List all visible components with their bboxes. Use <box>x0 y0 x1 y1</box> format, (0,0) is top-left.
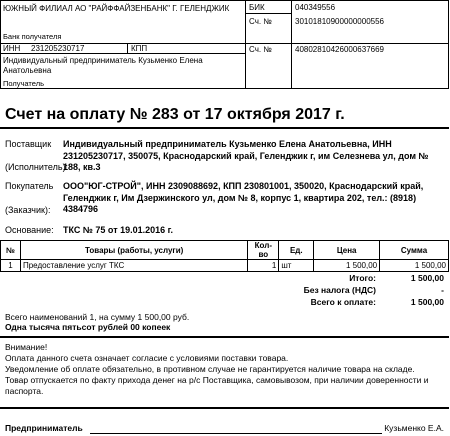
amount-in-words: Одна тысяча пятьсот рублей 00 копеек <box>5 322 171 332</box>
table-row <box>1 260 449 272</box>
supplier-label-sub: (Исполнитель): <box>5 162 69 172</box>
buyer-label-sub: (Заказчик): <box>5 205 51 215</box>
row-price: 1 500,00 <box>314 260 380 272</box>
bank-divider-bik <box>245 13 292 14</box>
col-header-goods: Товары (работы, услуги) <box>20 241 247 260</box>
inn-label: ИНН <box>3 44 21 53</box>
buyer-label: Покупатель <box>5 181 54 191</box>
items-table <box>0 240 449 272</box>
account-value: 40802810426000637669 <box>295 45 384 54</box>
col-header-price: Цена <box>314 241 380 260</box>
recipient-caption: Получатель <box>3 79 44 88</box>
row-qty: 1 <box>248 260 279 272</box>
summary-underline <box>0 336 449 338</box>
invoice-title: Счет на оплату № 283 от 17 октября 2017 г. <box>5 106 345 123</box>
table-header-row <box>1 241 449 260</box>
supplier-label: Поставщик <box>5 139 52 149</box>
account-label: Сч. № <box>249 45 272 54</box>
total-label: Итого: <box>349 273 376 283</box>
supplier-details: Индивидуальный предприниматель Кузьменко Елена Анатольевна, ИНН 231205230717, 350075, Краснодарский край, Геленджик г, им Селезнева ул, дом № 188, кв.3 <box>63 139 429 172</box>
attention-heading: Внимание! <box>5 342 48 352</box>
bik-label: БИК <box>249 3 265 12</box>
vat-label: Без налога (НДС) <box>303 285 376 295</box>
note-line-3: Товар отпускается по факту прихода денег на р/с Поставщика, самовывозом, при наличии доверенности и паспорта. <box>5 375 429 396</box>
signature-line <box>90 433 382 434</box>
note-line-2: Уведомление об оплате обязательно, в противном случае не гарантируется наличие товара на складе. <box>5 364 415 374</box>
bank-name: ЮЖНЫЙ ФИЛИАЛ АО "РАЙФФАЙЗЕНБАНК" Г. ГЕЛЕНДЖИК <box>3 4 230 13</box>
col-header-sum: Сумма <box>380 241 449 260</box>
col-header-qty: Кол-во <box>248 241 279 260</box>
inn-value: 231205230717 <box>31 44 85 53</box>
signature-label: Предприниматель <box>5 423 83 433</box>
bik-value: 040349556 <box>295 3 336 12</box>
signature-name: Кузьменко Е.А. <box>384 423 444 433</box>
basis-label: Основание: <box>5 225 54 235</box>
amount-due-label: Всего к оплате: <box>310 297 376 307</box>
row-sum: 1 500,00 <box>380 260 449 272</box>
total-value: 1 500,00 <box>410 273 444 283</box>
basis-value: ТКС № 75 от 19.01.2016 г. <box>63 225 173 235</box>
vat-value: - <box>441 285 444 295</box>
amount-due-value: 1 500,00 <box>410 297 444 307</box>
row-number: 1 <box>1 260 21 272</box>
bank-caption: Банк получателя <box>3 32 62 41</box>
row-goods: Предоставление услуг ТКС <box>20 260 247 272</box>
title-underline <box>0 127 449 129</box>
kpp-label: КПП <box>131 44 148 53</box>
notes-underline <box>0 407 449 409</box>
buyer-details: ООО"ЮГ-СТРОЙ", ИНН 2309088692, КПП 230801001, 350020, Краснодарский край, Геленджик г, Им Дзержинского ул, дом № 8, корпус 1, квартира 202, тел.: (8918) 4384796 <box>63 181 424 214</box>
recipient-name: Индивидуальный предприниматель Кузьменко Елена Анатольевна <box>3 56 203 75</box>
corr-account-label: Сч. № <box>249 17 272 26</box>
corr-account-value: 30101810900000000556 <box>295 17 384 26</box>
col-header-unit: Ед. <box>279 241 314 260</box>
bank-divider-kpp <box>127 43 128 54</box>
note-line-1: Оплата данного счета означает согласие с условиями поставки товара. <box>5 353 289 363</box>
row-unit: шт <box>279 260 314 272</box>
items-summary: Всего наименований 1, на сумму 1 500,00 руб. <box>5 312 190 322</box>
col-header-number: № <box>1 241 21 260</box>
